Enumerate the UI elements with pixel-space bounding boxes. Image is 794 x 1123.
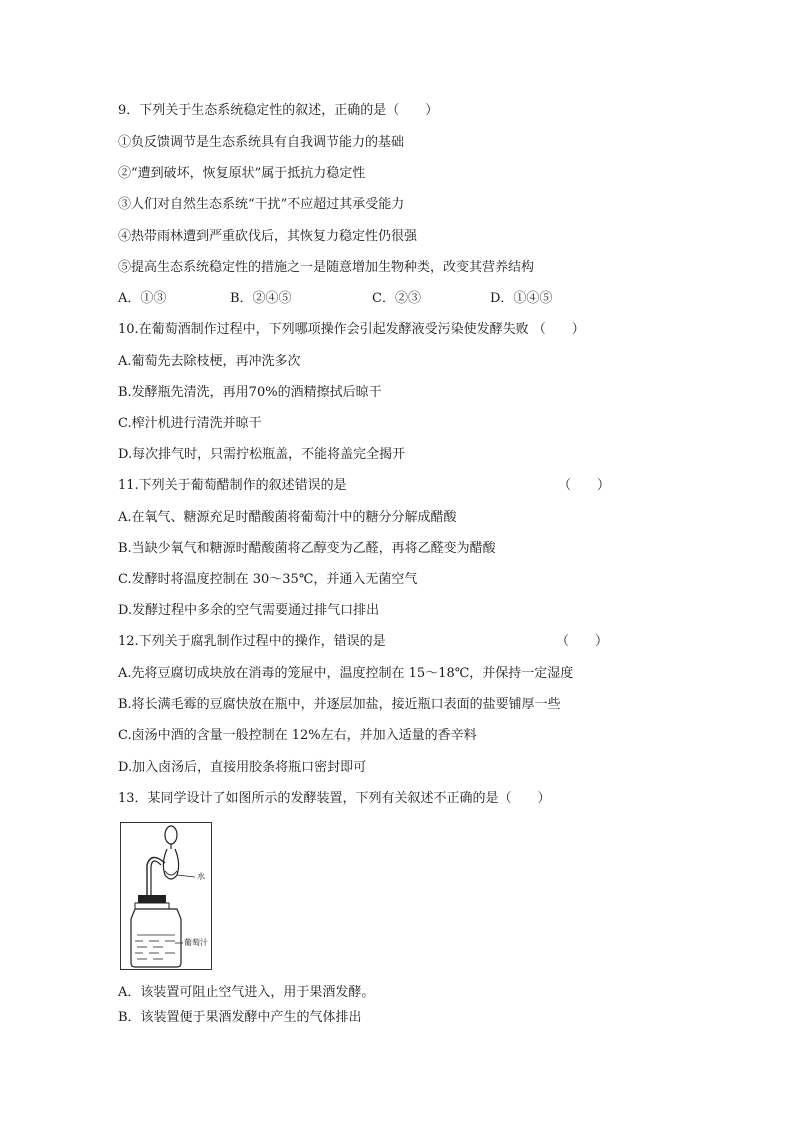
label-grape-juice: 葡萄汁 <box>184 938 208 947</box>
q12-answer-paren: （ ） <box>556 634 609 649</box>
q9-option-d: D．①④⑤ <box>490 291 553 306</box>
q9-statement-4: ④热带雨林遭到严重砍伐后，其恢复力稳定性仍很强 <box>118 229 418 244</box>
q11-option-d: D.发酵过程中多余的空气需要通过排气口排出 <box>118 603 380 618</box>
q11-option-a: A.在氧气、糖源充足时醋酸菌将葡萄汁中的糖分分解成醋酸 <box>118 510 457 525</box>
q10-option-c: C.榨汁机进行清洗并晾干 <box>118 416 262 431</box>
q11-option-b: B.当缺少氧气和糖源时醋酸菌将乙醇变为乙醛，再将乙醛变为醋酸 <box>118 541 496 556</box>
q13-stem: 13．某同学设计了如图所示的发酵装置，下列有关叙述不正确的是（ ） <box>118 791 551 806</box>
q13-option-b: B．该装置便于果酒发酵中产生的气体排出 <box>118 1010 362 1025</box>
q12-option-a: A.先将豆腐切成块放在消毒的笼屉中，温度控制在 15～18℃，并保持一定湿度 <box>118 666 574 681</box>
fermentation-apparatus-figure <box>120 822 212 970</box>
q13-option-a: A．该装置可阻止空气进入，用于果酒发酵。 <box>118 985 375 1000</box>
q11-stem: 11.下列关于葡萄醋制作的叙述错误的是 <box>118 478 347 493</box>
fermentation-apparatus-drawing <box>121 823 213 971</box>
q9-statement-1: ①负反馈调节是生态系统具有自我调节能力的基础 <box>118 135 405 150</box>
q10-option-a: A.葡萄先去除枝梗，再冲洗多次 <box>118 354 301 369</box>
q12-option-d: D.加入卤汤后，直接用胶条将瓶口密封即可 <box>118 760 367 775</box>
q12-stem: 12.下列关于腐乳制作过程中的操作，错误的是 <box>118 634 386 649</box>
q11-answer-paren: （ ） <box>558 478 611 493</box>
q11-option-c: C.发酵时将温度控制在 30～35℃，并通入无菌空气 <box>118 572 418 587</box>
q9-statement-3: ③人们对自然生态系统“干扰”不应超过其承受能力 <box>118 197 405 212</box>
q9-option-c: C．②③ <box>372 291 421 306</box>
q10-option-b: B.发酵瓶先清洗，再用70%的酒精擦拭后晾干 <box>118 385 382 400</box>
label-water: 水 <box>197 872 205 881</box>
q9-statement-2: ②“遭到破坏，恢复原状”属于抵抗力稳定性 <box>118 166 366 181</box>
q9-stem: 9．下列关于生态系统稳定性的叙述，正确的是（ ） <box>118 103 439 118</box>
q9-option-b: B．②④⑤ <box>230 291 292 306</box>
q10-option-d: D.每次排气时，只需拧松瓶盖，不能将盖完全揭开 <box>118 447 406 462</box>
q12-option-c: C.卤汤中酒的含量一般控制在 12%左右，并加入适量的香辛料 <box>118 728 477 743</box>
q9-statement-5: ⑤提高生态系统稳定性的措施之一是随意增加生物种类，改变其营养结构 <box>118 260 535 275</box>
q10-stem: 10.在葡萄酒制作过程中，下列哪项操作会引起发酵液受污染使发酵失败 （ ） <box>118 322 585 337</box>
q9-option-a: A．①③ <box>118 291 167 306</box>
q12-option-b: B.将长满毛霉的豆腐快放在瓶中，并逐层加盐，接近瓶口表面的盐要铺厚一些 <box>118 697 561 712</box>
